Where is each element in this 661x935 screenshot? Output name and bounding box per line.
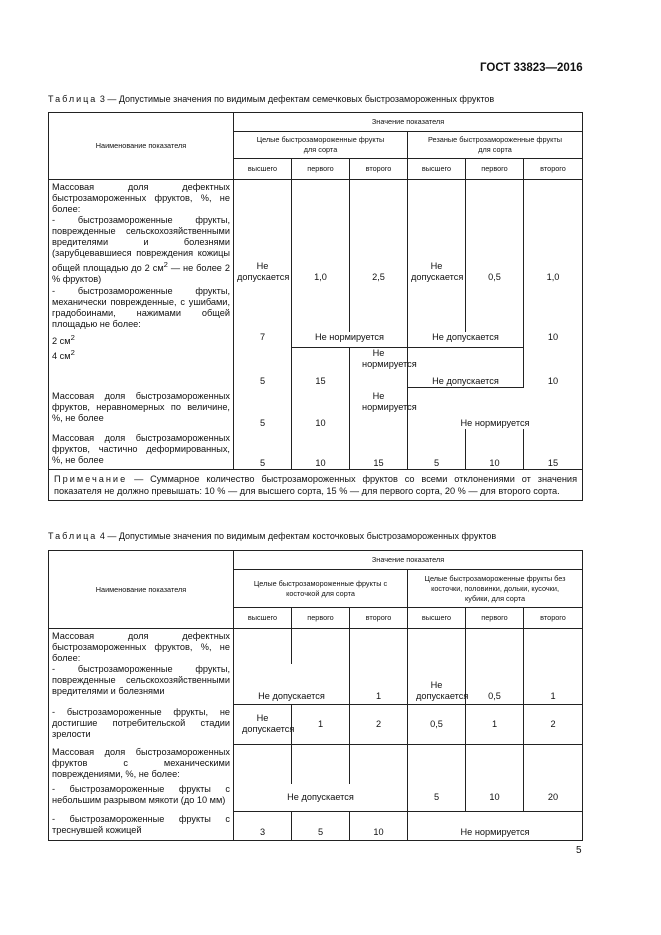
table4-cell: 3 [234, 811, 292, 840]
table4-header-name: Наименование показателя [49, 551, 234, 629]
table3-grade-6: второго [524, 159, 583, 180]
table4-cell: 20 [524, 784, 583, 811]
table4-caption-text: — Допустимые значения по видимым дефектам косточковых быстрозамороженных фруктов [107, 531, 497, 541]
table4-caption [48, 531, 496, 541]
table4-cell: Не нормируется [408, 811, 583, 840]
table3-cell: 7 [234, 332, 292, 347]
table3-cell: 2,5 [350, 215, 408, 286]
table4-cell: Не допускается [408, 664, 466, 704]
table3-row-deformed: Массовая доля быстрозамороженных фруктов, частично деформированных, %, не более [49, 429, 234, 469]
table3-grade-1: высшего [234, 159, 292, 180]
table3-row-mechanical: - быстрозамороженные фрукты, механически поврежденные, с ушибами, градобоинами, нажимами общей площадью не более: [49, 286, 234, 332]
table3-row-defective: Массовая доля дефектных быстрозамороженных фруктов, %, не более: [49, 180, 234, 216]
table4-cell: 5 [292, 811, 350, 840]
table4-caption-number: 4 [99, 531, 105, 541]
table3-cell: 15 [350, 429, 408, 469]
table3-cell: 15 [524, 429, 583, 469]
table4-cell: Не допускается [234, 704, 292, 744]
table3-grade-5: первого [466, 159, 524, 180]
page-number: 5 [576, 845, 582, 856]
table4-cell: Не допускается [234, 664, 350, 704]
table4-cell: 1 [292, 704, 350, 744]
table3-cell: 15 [292, 347, 350, 387]
table4-header-pitted: Целые быстрозамороженные фрукты с косточкой для сорта [234, 570, 408, 608]
table3-cell: Не допускается [408, 332, 524, 347]
table3-cell: Не допускается [234, 215, 292, 286]
table3-cell: 5 [234, 387, 292, 429]
table3-cell: 1,0 [292, 215, 350, 286]
table3-cell: 5 [234, 347, 292, 387]
table4-header-value: Значение показателя [234, 551, 583, 570]
table3-header-name: Наименование показателя [49, 113, 234, 180]
table4-cell: 0,5 [408, 704, 466, 744]
table4-grade-2: первого [292, 608, 350, 629]
table3-cell: 10 [524, 332, 583, 347]
table3-cell: 1,0 [524, 215, 583, 286]
table4-grade-6: второго [524, 608, 583, 629]
table3-cell: 0,5 [466, 215, 524, 286]
table4-header-pitless: Целые быстрозамороженные фрукты без косточки, половинки, дольки, кусочки, кубики, для сорта [408, 570, 583, 608]
table3-row-4cm: 4 $см^2$ [49, 347, 234, 387]
table3-caption-text: — Допустимые значения по видимым дефектам семечковых быстрозамороженных фруктов [107, 94, 495, 104]
table3-caption-prefix: Таблица [48, 94, 98, 104]
table4-cell: 5 [408, 784, 466, 811]
table4-caption-prefix: Таблица [48, 531, 98, 541]
table4-cell: 10 [466, 784, 524, 811]
table3-cell: Не нормируется [350, 387, 408, 429]
table3-cell: Не нормируется [292, 332, 408, 347]
table4-row-pulp: - быстрозамороженные фрукты с небольшим разрывом мякоти (до 10 мм) [49, 784, 234, 811]
table3-cell: Не нормируется [408, 387, 583, 429]
table3-header-cut: Резаные быстрозамороженные фрукты для сорта [408, 132, 583, 159]
table4-grade-5: первого [466, 608, 524, 629]
table4-grade-4: высшего [408, 608, 466, 629]
table4-grade-3: второго [350, 608, 408, 629]
table3-row-uneven: Массовая доля быстрозамороженных фруктов, неравномерных по величине, %, не более [49, 387, 234, 429]
document-code: ГОСТ 33823—2016 [480, 62, 583, 74]
table3-row-2cm: 2 $см^2$ [49, 332, 234, 347]
table3-cell: 10 [292, 387, 350, 429]
table4-row-cracked: - быстрозамороженные фрукты с треснувшей кожицей [49, 811, 234, 840]
table3-note: Примечание — Суммарное количество быстрозамороженных фруктов со всеми отклонениями от значения показателя не должно превышать: 10 % — для высшего сорта, 15 % — для первого сорта, 20 % — для второго сорта. [49, 469, 583, 500]
table4-cell: 2 [524, 704, 583, 744]
table4-cell: 1 [350, 664, 408, 704]
table3-cell: Не нормируется [350, 347, 408, 387]
table4-cell: Не допускается [234, 784, 408, 811]
table4-cell: 1 [466, 704, 524, 744]
table4-cell: 1 [524, 664, 583, 704]
table3-row-pests: - быстрозамороженные фрукты, поврежденные сельскохозяйственными вредителями и болезнями (зарубцевавшиеся повреждения кожицы общей площадью до 2 $см^2$ — не более 2 % фруктов) [49, 215, 234, 286]
table3-cell: 10 [524, 347, 583, 387]
table3-grade-3: второго [350, 159, 408, 180]
table3-header-whole: Целые быстрозамороженные фрукты для сорта [234, 132, 408, 159]
table3-grade-4: высшего [408, 159, 466, 180]
table4-row-pests: - быстрозамороженные фрукты, поврежденные сельскохозяйственными вредителями и болезнями [49, 664, 234, 704]
table3-cell: 5 [234, 429, 292, 469]
table4-grade-1: высшего [234, 608, 292, 629]
table3-grade-2: первого [292, 159, 350, 180]
table3-cell: Не допускается [408, 347, 524, 387]
table3-cell: 5 [408, 429, 466, 469]
table4 [48, 550, 583, 841]
table4-row-defective: Массовая доля дефектных быстрозамороженных фруктов, %, не более: [49, 629, 234, 665]
table4-cell: 0,5 [466, 664, 524, 704]
table4-row-mechanical: Массовая доля быстрозамороженных фруктов с механическими повреждениями, %, не более: [49, 744, 234, 784]
table3-header-value: Значение показателя [234, 113, 583, 132]
table3-cell: 10 [466, 429, 524, 469]
table3-cell: Не допускается [408, 215, 466, 286]
table3 [48, 112, 583, 501]
table4-cell: 2 [350, 704, 408, 744]
table3-caption-number: 3 [99, 94, 105, 104]
table3-cell: 10 [292, 429, 350, 469]
table4-row-unripe: - быстрозамороженные фрукты, не достигшие потребительской стадии зрелости [49, 704, 234, 744]
table3-caption [48, 94, 494, 104]
table4-cell: 10 [350, 811, 408, 840]
